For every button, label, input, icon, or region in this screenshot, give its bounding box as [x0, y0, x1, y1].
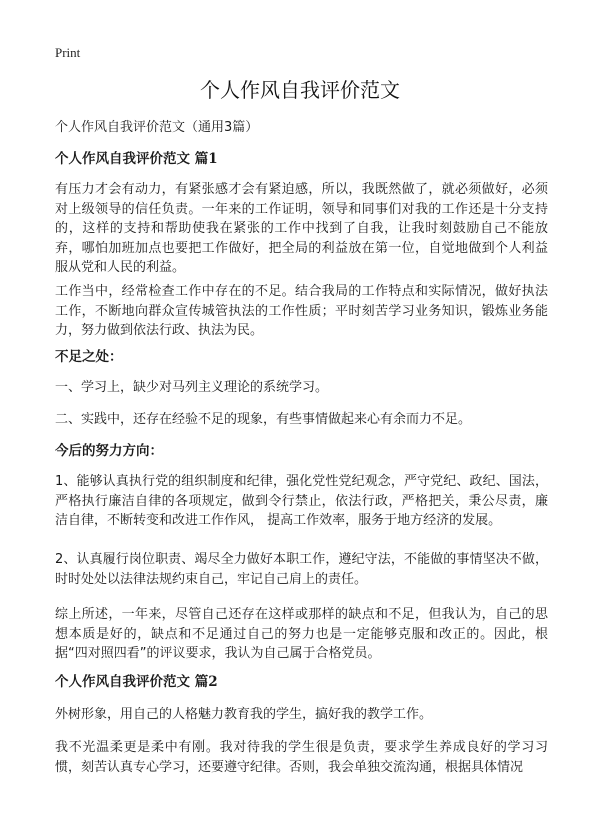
article-1-paragraph-1: 有压力才会有动力，有紧张感才会有紧迫感，所以，我既然做了，就必须做好，必须对上级领导的信任负责。一年来的工作证明，领导和同事们对我的工作还是十分支持的，这样的支持和帮助使我在紧张的工作中找到了自我，让我时刻鼓励自己不能放弃，哪怕加班加点也要把工作做好，把全局的利益放在第一位，自觉地做到个人利益服从党和人民的利益。	[55, 182, 548, 275]
article-1-paragraph-2: 工作当中，经常检查工作中存在的不足。结合我局的工作特点和实际情况，做好执法工作，不断地向群众宣传城管执法的工作性质；平时刻苦学习业务知识，锻炼业务能力，努力做到依法行政、执法为民。	[55, 284, 548, 338]
shortcomings-heading: 不足之处：	[55, 349, 123, 365]
article-1-heading: 个人作风自我评价范文 篇1	[55, 151, 218, 167]
efforts-heading: 今后的努力方向：	[55, 443, 163, 459]
print-link[interactable]: Print	[55, 45, 81, 60]
document-title: 个人作风自我评价范文	[200, 78, 400, 102]
article-2-paragraph-2: 我不光温柔更是柔中有刚。我对待我的学生很是负责，要求学生养成良好的学习习惯，刻苦认真专心学习，还要遵守纪律。否则，我会单独交流沟通，根据具体情况	[55, 740, 548, 775]
article-2-heading: 个人作风自我评价范文 篇2	[55, 674, 218, 690]
shortcoming-item-1: 一、学习上，缺少对马列主义理论的系统学习。	[55, 380, 329, 395]
article-2-paragraph-1: 外树形象，用自己的人格魅力教育我的学生，搞好我的教学工作。	[55, 707, 433, 722]
effort-item-2: 2、认真履行岗位职责、竭尽全力做好本职工作，遵纪守法，不能做的事情坚决不做，时时处处以法律法规约束自己，牢记自己肩上的责任。	[55, 552, 548, 587]
document-subtitle: 个人作风自我评价范文（通用3篇）	[55, 120, 259, 135]
effort-item-1: 1、能够认真执行党的组织制度和纪律，强化党性党纪观念，严守党纪、政纪、国法，严格执行廉洁自律的各项规定，做到令行禁止，依法行政，严格把关，秉公尽责，廉洁自律，不断转变和改进工作作风， 提高工作效率，服务于地方经济的发展。	[55, 474, 548, 528]
summary-paragraph: 综上所述，一年来，尽管自己还存在这样或那样的缺点和不足，但我认为，自己的思想本质是好的，缺点和不足通过自己的努力也是一定能够克服和改正的。因此，根据“四对照四看”的评议要求，我认为自己属于合格党员。	[55, 607, 548, 661]
shortcoming-item-2: 二、实践中，还存在经验不足的现象，有些事情做起来心有余而力不足。	[55, 412, 472, 427]
